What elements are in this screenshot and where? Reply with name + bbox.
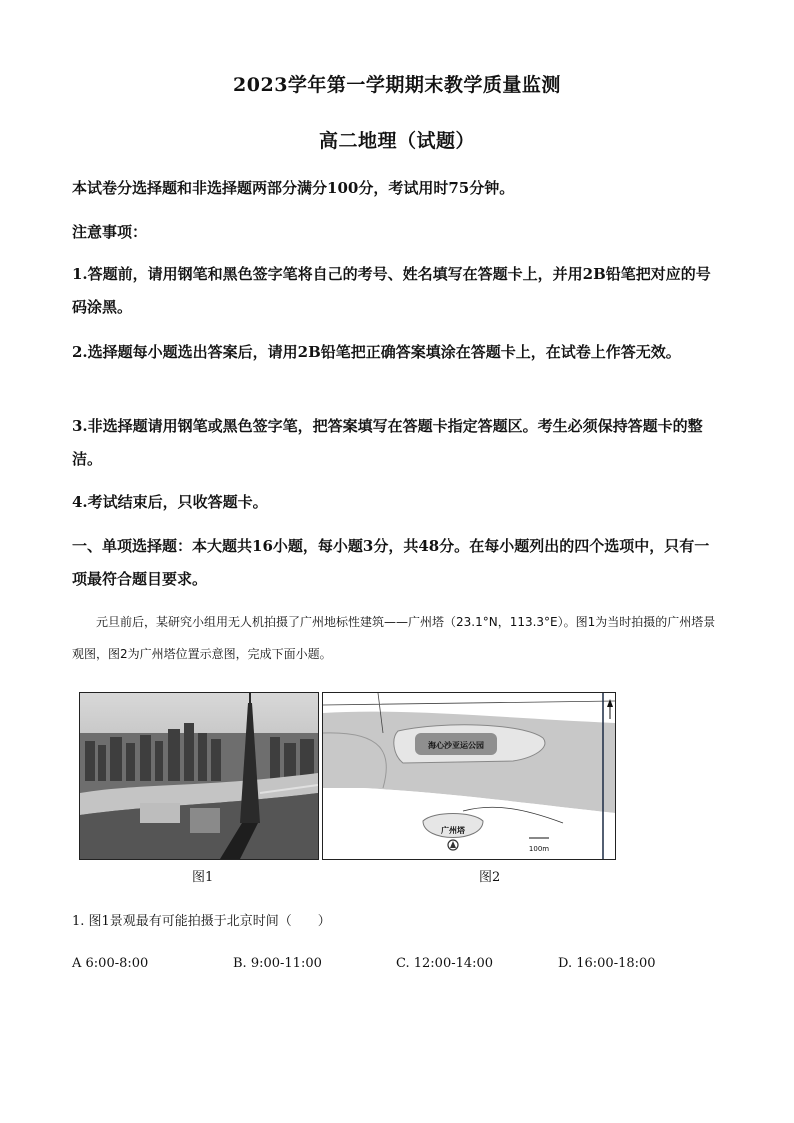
notice-title: 注意事项： xyxy=(72,223,148,241)
section-heading: 一、单项选择题：本大题共16小题，每小题3分，共48分。在每小题列出的四个选项中，只有一项最符合题目要求。 xyxy=(72,537,710,588)
location-map-illustration xyxy=(323,693,615,859)
exam-subtitle: 高二地理（试题） xyxy=(318,130,475,152)
figure-1-photo xyxy=(79,692,319,860)
notice-item-4: 4.考试结束后，只收答题卡。 xyxy=(72,493,268,511)
map-park-label: 海心沙亚运公园 xyxy=(428,741,484,750)
aerial-photo-illustration xyxy=(80,693,318,859)
north-arrow-icon xyxy=(607,699,613,719)
option-c: C. 12:00-14:00 xyxy=(396,956,494,971)
map-scale-label: 100m xyxy=(528,845,550,853)
intro-text: 本试卷分选择题和非选择题两部分满分100分，考试用时75分钟。 xyxy=(72,179,515,197)
notice-item-3: 3.非选择题请用钢笔或黑色签字笔，把答案填写在答题卡指定答题区。考生必须保持答题卡的整洁。 xyxy=(72,417,703,468)
figure-2-map xyxy=(322,692,616,860)
question-context: 元旦前后，某研究小组用无人机拍摄了广州地标性建筑——广州塔（23.1°N，113.3°E）。图1为当时拍摄的广州塔景观图，图2为广州塔位置示意图，完成下面小题。 xyxy=(72,615,716,661)
figure-2-caption: 图2 xyxy=(479,870,501,885)
question-1-stem: 1. 图1景观最有可能拍摄于北京时间（ ） xyxy=(72,914,331,929)
notice-item-2: 2.选择题每小题选出答案后，请用2B铅笔把正确答案填涂在答题卡上，在试卷上作答无效。 xyxy=(72,343,681,361)
figure-1-caption: 图1 xyxy=(192,870,214,885)
option-a: A 6:00-8:00 xyxy=(72,956,149,971)
option-b: B. 9:00-11:00 xyxy=(233,956,322,971)
option-d: D. 16:00-18:00 xyxy=(558,956,656,971)
notice-item-1: 1.答题前，请用钢笔和黑色签字笔将自己的考号、姓名填写在答题卡上，并用2B铅笔把对应的号码涂黑。 xyxy=(72,265,711,316)
map-tower-label: 广州塔 xyxy=(441,826,465,835)
exam-title: 2023学年第一学期期末教学质量监测 xyxy=(233,74,561,96)
